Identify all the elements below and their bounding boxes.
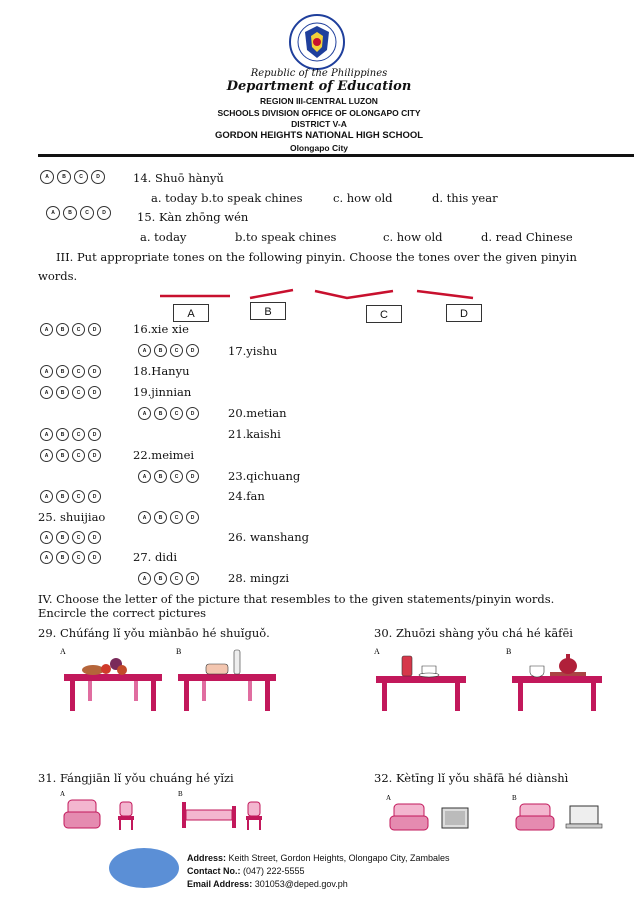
header-rule xyxy=(38,154,634,157)
question-21: 21.kaishi xyxy=(228,427,281,441)
part4-instruction: IV. Choose the letter of the picture that resembles to the given statements/pinyin words. xyxy=(38,592,555,606)
bubble-b[interactable]: B xyxy=(154,407,167,420)
bubble-b[interactable]: B xyxy=(56,365,69,378)
question-23: 23.qichuang xyxy=(228,469,301,483)
tone-mark-rising xyxy=(250,290,293,298)
bubble-c[interactable]: C xyxy=(72,386,85,399)
bubble-d[interactable]: D xyxy=(186,344,199,357)
q31-pictures[interactable] xyxy=(58,788,278,838)
q30-picture-a xyxy=(376,656,466,711)
deped-seal xyxy=(289,14,345,70)
bubble-a[interactable]: A xyxy=(40,490,53,503)
bubble-d[interactable]: D xyxy=(186,470,199,483)
part3-instruction-cont: words. xyxy=(38,269,78,283)
bubble-d[interactable]: D xyxy=(91,170,105,184)
header-region: REGION III-CENTRAL LUZON xyxy=(260,96,378,106)
question-26: 26. wanshang xyxy=(228,530,309,544)
bubble-b[interactable]: B xyxy=(154,572,167,585)
bubble-b[interactable]: B xyxy=(56,428,69,441)
tone-marks xyxy=(155,286,485,302)
bubble-b[interactable]: B xyxy=(56,449,69,462)
question-14: 14. Shuō hànyǔ xyxy=(133,171,224,185)
bubble-c[interactable]: C xyxy=(170,511,183,524)
bubble-b[interactable]: B xyxy=(56,490,69,503)
header-republic: Republic of the Philippines xyxy=(250,68,388,79)
q30-pictures[interactable] xyxy=(372,644,612,714)
question-22: 22.meimei xyxy=(133,448,195,462)
answer-bubbles-22[interactable] xyxy=(40,449,101,462)
q32-pic-a-label: A xyxy=(386,794,392,802)
contact-value: (047) 222-5555 xyxy=(240,866,305,876)
part4-instruction-cont: Encircle the correct pictures xyxy=(38,606,207,620)
bubble-d[interactable]: D xyxy=(88,531,101,544)
bubble-a[interactable]: A xyxy=(138,344,151,357)
footer-contact xyxy=(187,866,305,876)
bubble-c[interactable]: C xyxy=(72,449,85,462)
answer-bubbles-15[interactable] xyxy=(46,206,111,220)
tone-box-d: D xyxy=(446,304,482,322)
bubble-d[interactable]: D xyxy=(88,386,101,399)
part3-instruction: III. Put appropriate tones on the following pinyin. Choose the tones over the given pinyin xyxy=(56,250,577,264)
bubble-d[interactable]: D xyxy=(88,551,101,564)
q29-picture-a xyxy=(64,658,162,711)
bubble-c[interactable]: C xyxy=(170,572,183,585)
bubble-d[interactable]: D xyxy=(88,323,101,336)
tone-mark-falling xyxy=(417,291,473,298)
q29-pic-a-label: A xyxy=(60,647,66,656)
bubble-a[interactable]: A xyxy=(40,428,53,441)
tone-box-b: B xyxy=(250,302,286,320)
bubble-c[interactable]: C xyxy=(170,344,183,357)
answer-bubbles-21[interactable] xyxy=(40,428,101,441)
q32-pictures[interactable] xyxy=(384,792,614,838)
question-28: 28. mingzi xyxy=(228,571,290,585)
question-30: 30. Zhuōzi shàng yǒu chá hé kāfēi xyxy=(374,626,573,640)
question-29: 29. Chúfáng lǐ yǒu miànbāo hé shuǐguǒ. xyxy=(38,626,270,640)
answer-bubbles-23[interactable] xyxy=(138,470,199,483)
bubble-c[interactable]: C xyxy=(170,407,183,420)
email-label: Email Address: xyxy=(187,879,253,889)
q32-pic-b-label: B xyxy=(512,794,517,802)
q15-option-b: b.to speak chines xyxy=(235,230,337,244)
answer-bubbles-14[interactable] xyxy=(40,170,105,184)
bubble-a[interactable]: A xyxy=(40,323,53,336)
bubble-d[interactable]: D xyxy=(88,490,101,503)
tone-mark-dipping xyxy=(315,291,393,298)
bubble-b[interactable]: B xyxy=(56,531,69,544)
q31-picture-a xyxy=(64,800,134,830)
bubble-a[interactable]: A xyxy=(40,551,53,564)
bubble-a[interactable]: A xyxy=(40,531,53,544)
answer-bubbles-19[interactable] xyxy=(40,386,101,399)
q14-option-c: c. how old xyxy=(333,191,393,205)
header-department: Department of Education xyxy=(226,79,412,94)
q15-option-d: d. read Chinese xyxy=(481,230,573,244)
bubble-c[interactable]: C xyxy=(74,170,88,184)
q29-pic-b-label: B xyxy=(176,647,182,656)
answer-bubbles-16[interactable] xyxy=(40,323,101,336)
contact-label: Contact No.: xyxy=(187,866,241,876)
q32-picture-a xyxy=(390,804,468,830)
q15-option-a: a. today xyxy=(140,230,187,244)
answer-bubbles-20[interactable] xyxy=(138,407,199,420)
address-value: Keith Street, Gordon Heights, Olongapo City, Zambales xyxy=(226,853,450,863)
question-15: 15. Kàn zhōng wén xyxy=(137,210,249,224)
q30-picture-b xyxy=(512,654,602,711)
footer-logo-oval xyxy=(109,848,179,888)
question-24: 24.fan xyxy=(228,489,265,503)
bubble-a[interactable]: A xyxy=(46,206,60,220)
q31-picture-b xyxy=(182,802,262,830)
question-27: 27. didi xyxy=(133,550,178,564)
bubble-c[interactable]: C xyxy=(170,470,183,483)
bubble-a[interactable]: A xyxy=(40,365,53,378)
q30-pic-b-label: B xyxy=(506,647,512,656)
bubble-a[interactable]: A xyxy=(138,407,151,420)
bubble-d[interactable]: D xyxy=(88,428,101,441)
bubble-a[interactable]: A xyxy=(40,449,53,462)
footer-email xyxy=(187,879,348,889)
bubble-b[interactable]: B xyxy=(154,470,167,483)
bubble-b[interactable]: B xyxy=(56,551,69,564)
bubble-c[interactable]: C xyxy=(72,428,85,441)
answer-bubbles-24[interactable] xyxy=(40,490,101,503)
bubble-d[interactable]: D xyxy=(88,449,101,462)
bubble-a[interactable]: A xyxy=(40,170,54,184)
bubble-c[interactable]: C xyxy=(72,551,85,564)
bubble-d[interactable]: D xyxy=(186,572,199,585)
question-16: 16.xie xie xyxy=(133,322,189,336)
bubble-c[interactable]: C xyxy=(72,365,85,378)
bubble-b[interactable]: B xyxy=(57,170,71,184)
email-value: 301053@deped.gov.ph xyxy=(252,879,348,889)
question-19: 19.jinnian xyxy=(133,385,192,399)
question-25: 25. shuijiao xyxy=(38,510,106,524)
bubble-a[interactable]: A xyxy=(40,386,53,399)
answer-bubbles-18[interactable] xyxy=(40,365,101,378)
bubble-b[interactable]: B xyxy=(56,386,69,399)
answer-bubbles-27[interactable] xyxy=(40,551,101,564)
q31-pic-b-label: B xyxy=(178,790,183,798)
answer-bubbles-26[interactable] xyxy=(40,531,101,544)
answer-bubbles-25[interactable] xyxy=(138,511,199,524)
bubble-b[interactable]: B xyxy=(154,344,167,357)
tone-box-a: A xyxy=(173,304,209,322)
question-32: 32. Kètīng lǐ yǒu shāfā hé diànshì xyxy=(374,771,569,785)
bubble-c[interactable]: C xyxy=(72,531,85,544)
question-20: 20.metian xyxy=(228,406,287,420)
footer-address xyxy=(187,853,449,863)
q14-options-ab: a. today b.to speak chines xyxy=(151,191,303,205)
bubble-a[interactable]: A xyxy=(138,572,151,585)
header-division: SCHOOLS DIVISION OFFICE OF OLONGAPO CITY xyxy=(217,108,421,118)
q14-option-d: d. this year xyxy=(432,191,498,205)
bubble-b[interactable]: B xyxy=(56,323,69,336)
bubble-d[interactable]: D xyxy=(186,407,199,420)
header-district: DISTRICT V-A xyxy=(291,119,347,129)
q30-pic-a-label: A xyxy=(374,647,380,656)
question-17: 17.yishu xyxy=(228,344,278,358)
q29-pictures[interactable] xyxy=(58,644,278,714)
bubble-d[interactable]: D xyxy=(88,365,101,378)
bubble-c[interactable]: C xyxy=(80,206,94,220)
bubble-c[interactable]: C xyxy=(72,490,85,503)
q31-pic-a-label: A xyxy=(60,790,66,798)
question-18: 18.Hanyu xyxy=(133,364,190,378)
bubble-b[interactable]: B xyxy=(63,206,77,220)
address-label: Address: xyxy=(187,853,227,863)
bubble-d[interactable]: D xyxy=(97,206,111,220)
q29-picture-b xyxy=(178,650,276,711)
answer-bubbles-28[interactable] xyxy=(138,572,199,585)
q15-option-c: c. how old xyxy=(383,230,443,244)
bubble-a[interactable]: A xyxy=(138,470,151,483)
header-city: Olongapo City xyxy=(289,143,349,153)
bubble-b[interactable]: B xyxy=(154,511,167,524)
bubble-d[interactable]: D xyxy=(186,511,199,524)
bubble-c[interactable]: C xyxy=(72,323,85,336)
bubble-a[interactable]: A xyxy=(138,511,151,524)
header-school: GORDON HEIGHTS NATIONAL HIGH SCHOOL xyxy=(214,130,424,141)
q32-picture-b xyxy=(516,804,602,830)
tone-box-c: C xyxy=(366,305,402,323)
answer-bubbles-17[interactable] xyxy=(138,344,199,357)
question-31: 31. Fángjiān lǐ yǒu chuáng hé yǐzi xyxy=(38,771,234,785)
